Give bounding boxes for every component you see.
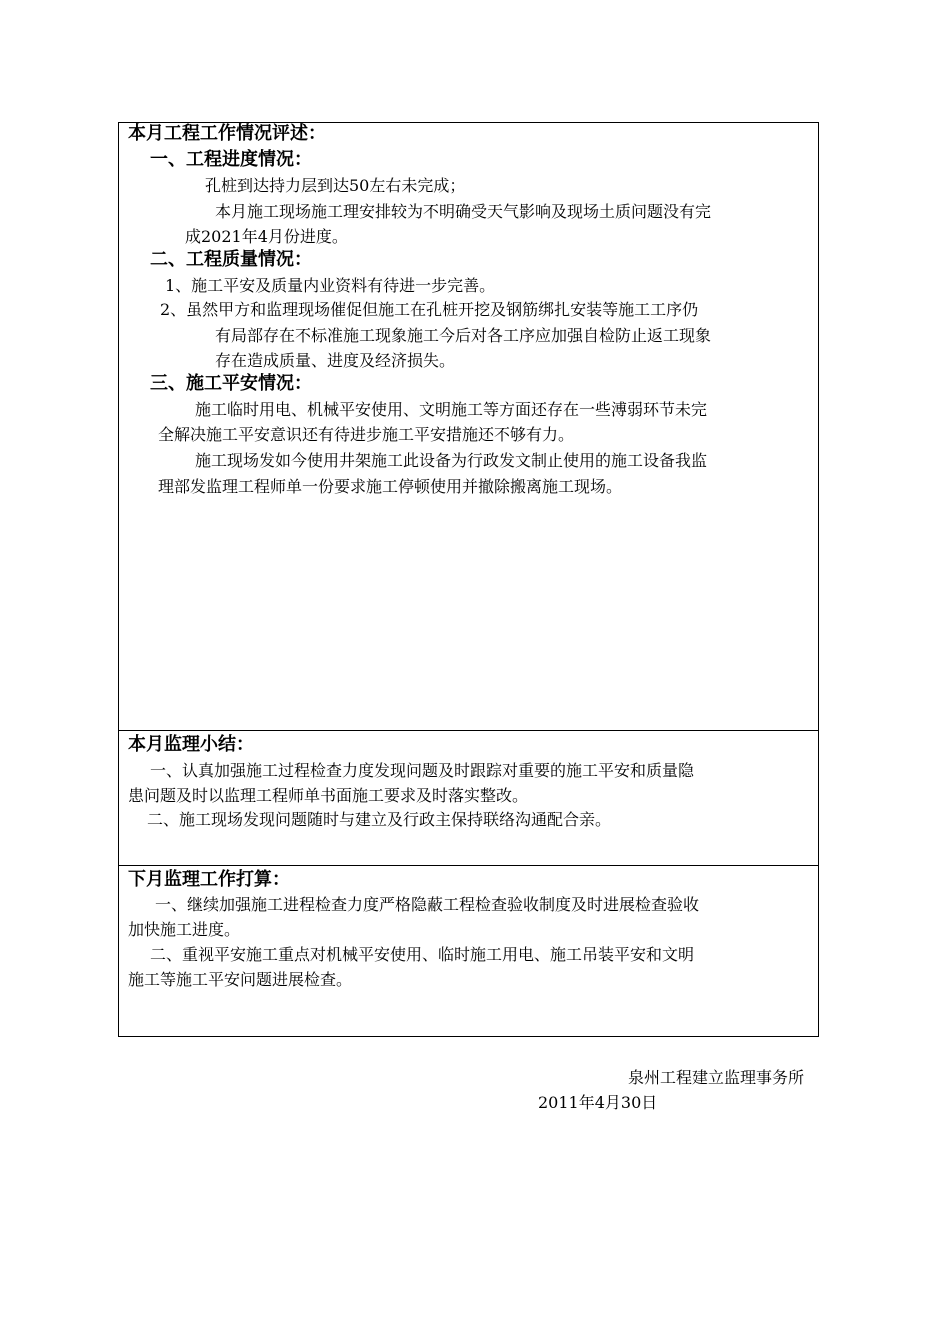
progress-paragraph-1: 孔桩到达持力层到达50左右未完成； [205,176,466,195]
summary-item-2: 二、施工现场发现问题随时与建立及行政主保持联络沟通配合亲。 [147,810,612,829]
section-title-review: 本月工程工作情况评述： [128,123,326,144]
plan-item-1-line2: 加快施工进度。 [128,920,241,939]
heading-safety: 三、施工平安情况： [150,373,312,394]
safety-paragraph-2-line1: 施工现场发如今使用井架施工此设备为行政发文制止使用的施工设备我监 [195,451,708,470]
quality-item-2-line3: 存在造成质量、进度及经济损失。 [215,351,456,370]
progress-paragraph-2-line2: 成2021年4月份进度。 [185,227,348,246]
section-title-summary: 本月监理小结： [128,734,254,755]
heading-quality: 二、工程质量情况： [150,249,312,270]
safety-paragraph-1-line2: 全解决施工平安意识还有待进步施工平安措施还不够有力。 [158,425,575,444]
organization-name: 泉州工程建立监理事务所 [628,1068,805,1087]
heading-progress: 一、工程进度情况： [150,149,312,170]
quality-item-2-line1: 2、虽然甲方和监理现场催促但施工在孔桩开挖及钢筋绑扎安装等施工工序仍 [160,300,699,319]
document-date: 2011年4月30日 [538,1093,658,1112]
summary-item-1-line2: 患问题及时以监理工程师单书面施工要求及时落实整改。 [128,786,529,805]
plan-item-2-line2: 施工等施工平安问题进展检查。 [128,970,353,989]
safety-paragraph-1-line1: 施工临时用电、机械平安使用、文明施工等方面还存在一些溥弱环节未完 [195,400,708,419]
section-title-plan: 下月监理工作打算： [128,869,290,890]
plan-item-2-line1: 二、重视平安施工重点对机械平安使用、临时施工用电、施工吊装平安和文明 [150,945,695,964]
safety-paragraph-2-line2: 理部发监理工程师单一份要求施工停顿使用并撤除搬离施工现场。 [158,477,623,496]
plan-item-1-line1: 一、继续加强施工进程检查力度严格隐蔽工程检查验收制度及时进展检查验收 [155,895,700,914]
quality-item-2-line2: 有局部存在不标准施工现象施工今后对各工序应加强自检防止返工现象 [215,326,712,345]
summary-item-1-line1: 一、认真加强施工过程检查力度发现问题及时跟踪对重要的施工平安和质量隐 [150,761,695,780]
quality-item-1: 1、施工平安及质量内业资料有待进一步完善。 [165,276,496,295]
progress-paragraph-2-line1: 本月施工现场施工理安排较为不明确受天气影响及现场土质问题没有完 [215,202,712,221]
